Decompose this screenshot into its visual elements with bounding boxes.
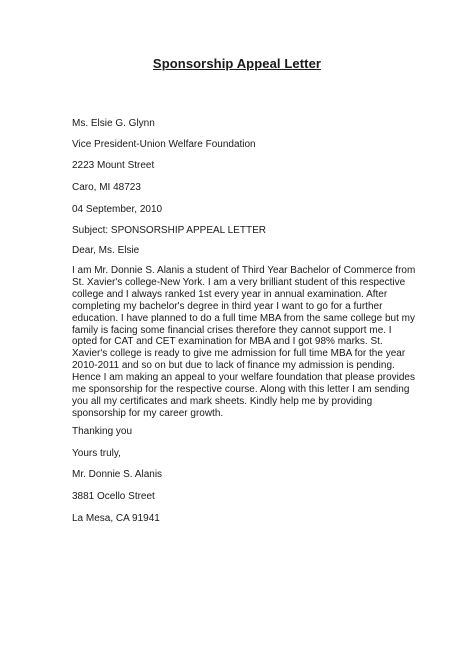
body-line: Hence I am making an appeal to your welfare foundation that please provides — [72, 372, 415, 384]
letter-subject: Subject: SPONSORSHIP APPEAL LETTER — [72, 225, 266, 236]
body-line: family is facing some financial crises therefore they cannot support me. I — [72, 324, 392, 336]
body-line: I am Mr. Donnie S. Alanis a student of Third Year Bachelor of Commerce from — [72, 265, 416, 276]
recipient-city: Caro, MI 48723 — [72, 182, 141, 193]
body-line: Xavier's college is ready to give me admission for full time MBA for the year — [72, 348, 406, 360]
letter-date: 04 September, 2010 — [72, 204, 163, 215]
letter-body — [72, 265, 416, 420]
body-line: education. I have planned to do a full time MBA from the same college but my — [72, 312, 415, 324]
letter-salutation: Dear, Ms. Elsie — [72, 245, 140, 256]
letter-title: Sponsorship Appeal Letter — [152, 56, 322, 71]
body-line: opted for CAT and CET examination for MBA and I got 98% marks. St. — [72, 336, 383, 348]
body-line: college and I always ranked 1st every year in annual examination. After — [72, 288, 388, 300]
body-line: you all my certificates and mark sheets. Kindly help me by providing — [72, 395, 373, 407]
recipient-position: Vice President-Union Welfare Foundation — [72, 139, 256, 150]
body-line: completing my bachelor's degree in third year I want to go for a further — [72, 300, 383, 312]
body-line: sponsorship for my career growth. — [72, 407, 224, 419]
sender-street: 3881 Ocello Street — [72, 491, 155, 502]
sender-city: La Mesa, CA 91941 — [72, 513, 160, 524]
body-line: St. Xavier's college-New York. I am a very brilliant student of this respective — [72, 276, 406, 288]
letter-closing: Yours truly, — [72, 448, 121, 459]
letter-thanks: Thanking you — [72, 426, 133, 437]
recipient-name: Ms. Elsie G. Glynn — [72, 118, 155, 129]
body-line: me sponsorship for the respective course. Along with this letter I am sending — [72, 384, 410, 396]
body-line: 2010-2011 and so on but due to lack of finance my admission is pending. — [72, 360, 395, 372]
recipient-street: 2223 Mount Street — [72, 160, 155, 171]
sender-name: Mr. Donnie S. Alanis — [72, 469, 163, 480]
